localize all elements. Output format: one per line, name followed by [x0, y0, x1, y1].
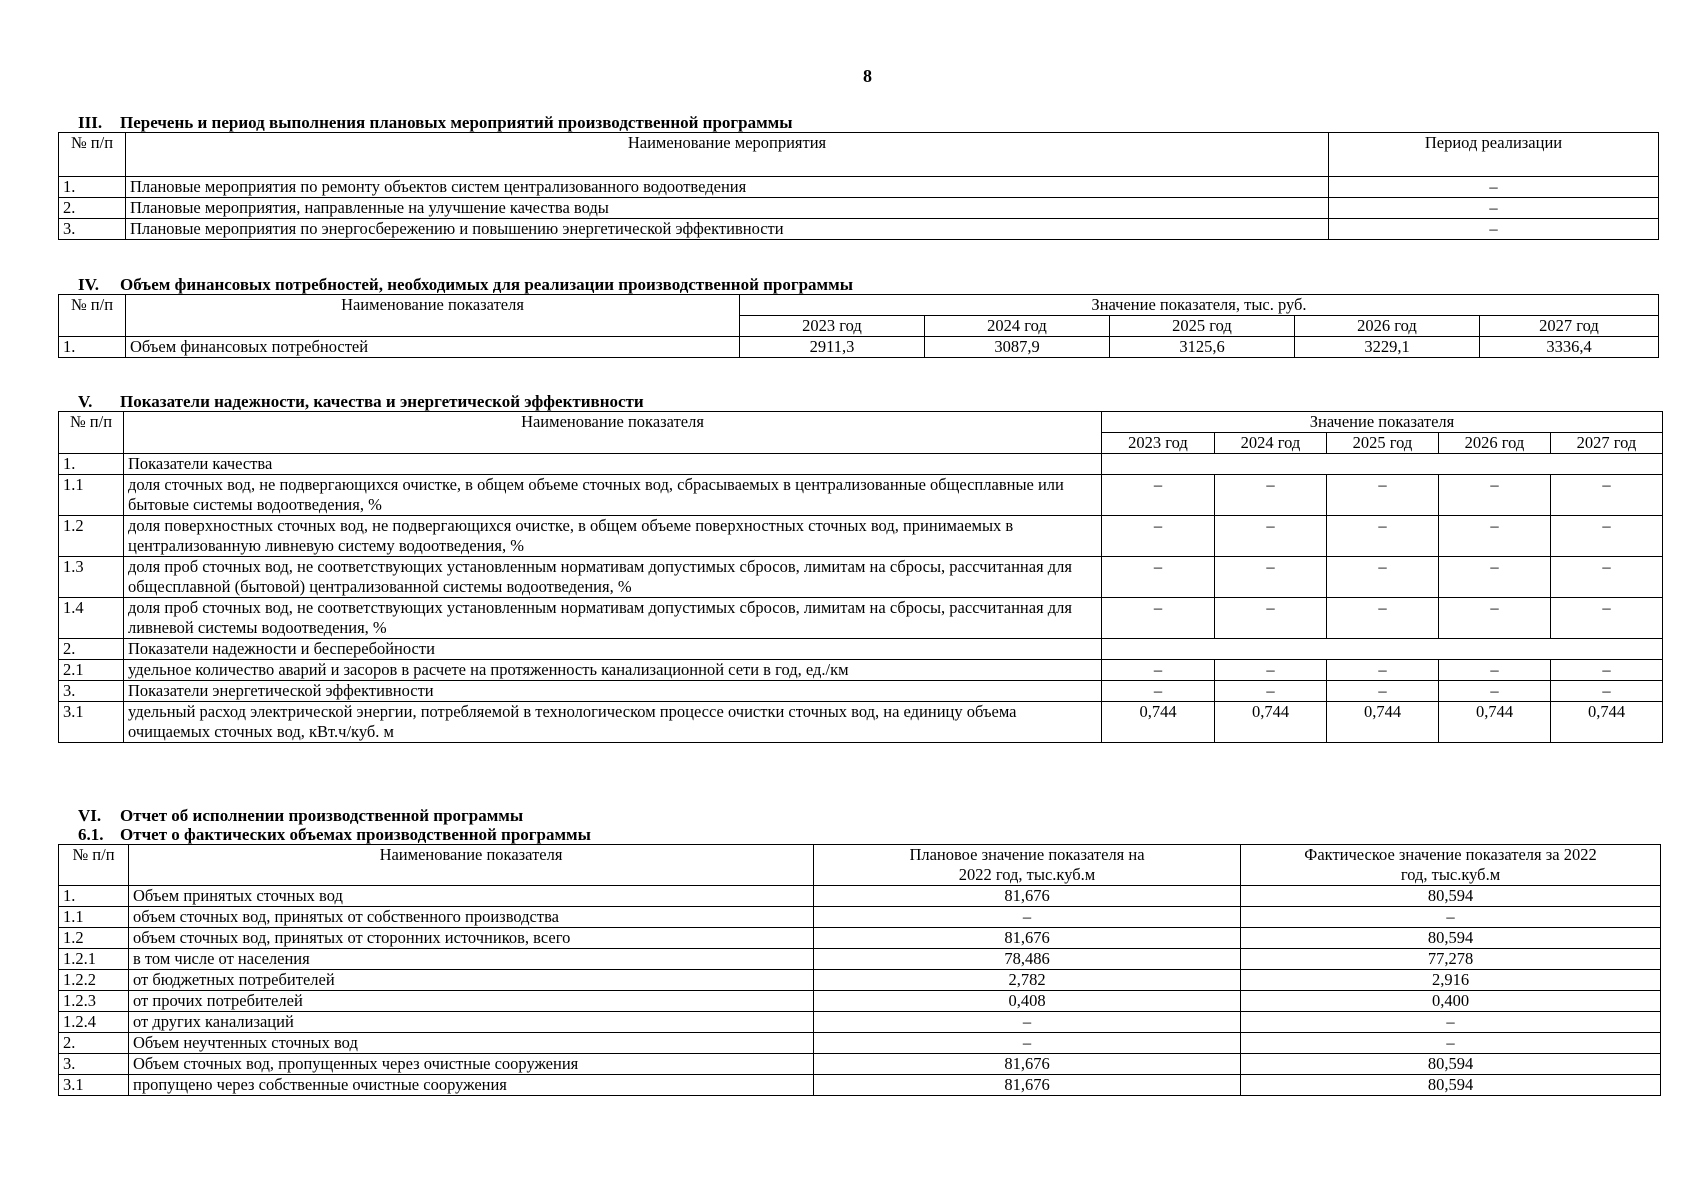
- row-value: –: [1551, 681, 1663, 702]
- row-number: 1.4: [59, 598, 124, 639]
- row-plan-value: 81,676: [814, 928, 1241, 949]
- row-number: 1.2.3: [59, 991, 129, 1012]
- reliability-indicators-table: [58, 411, 1663, 743]
- row-name: Показатели качества: [124, 454, 1102, 475]
- row-name: от прочих потребителей: [129, 991, 814, 1012]
- row-name: доля проб сточных вод, не соответствующих установленным нормативам допустимых сбросов, лимитам на сбросы, рассчитанная для общесплавной (бытовой) централизованной системы водоотведения, %: [124, 557, 1102, 598]
- row-number: 1.: [59, 177, 126, 198]
- empty-value-cell: [1102, 639, 1663, 660]
- year-header: 2023 год: [1102, 433, 1215, 454]
- col-header-period: Период реализации: [1329, 133, 1659, 177]
- row-value: 3125,6: [1110, 337, 1295, 358]
- col-header-measure-name: Наименование мероприятия: [126, 133, 1329, 177]
- row-value: –: [1327, 557, 1439, 598]
- row-period: –: [1329, 219, 1659, 240]
- section-3-title: Перечень и период выполнения плановых мероприятий производственной программы: [120, 113, 793, 132]
- row-value: 3336,4: [1480, 337, 1659, 358]
- row-name: Объем неучтенных сточных вод: [129, 1033, 814, 1054]
- row-plan-value: 78,486: [814, 949, 1241, 970]
- row-name: удельное количество аварий и засоров в расчете на протяженность канализационной сети в год, ед./км: [124, 660, 1102, 681]
- table-row: [59, 928, 1661, 949]
- row-value: –: [1551, 660, 1663, 681]
- section-6-title: Отчет об исполнении производственной программы: [120, 806, 524, 825]
- row-name: в том числе от населения: [129, 949, 814, 970]
- row-value: –: [1102, 516, 1215, 557]
- year-header: 2025 год: [1110, 316, 1295, 337]
- row-value: 3087,9: [925, 337, 1110, 358]
- row-plan-value: 81,676: [814, 1075, 1241, 1096]
- section-6: [58, 806, 1661, 1096]
- year-header: 2023 год: [740, 316, 925, 337]
- row-value: –: [1551, 516, 1663, 557]
- table-row: [59, 639, 1663, 660]
- row-name: удельный расход электрической энергии, потребляемой в технологическом процессе очистки сточных вод, на единицу объема очищаемых сточных вод, кВт.ч/куб. м: [124, 702, 1102, 743]
- section-5: [58, 392, 1663, 743]
- section-6-1-number: 6.1.: [78, 825, 104, 844]
- year-header: 2025 год: [1327, 433, 1439, 454]
- row-number: 3.: [59, 219, 126, 240]
- table-row: [59, 886, 1661, 907]
- empty-value-cell: [1102, 454, 1663, 475]
- row-name: Показатели энергетической эффективности: [124, 681, 1102, 702]
- planned-measures-table: [58, 132, 1659, 240]
- row-number: 2.: [59, 639, 124, 660]
- col-header-indicator: Наименование показателя: [126, 295, 740, 337]
- year-header: 2026 год: [1295, 316, 1480, 337]
- row-value: 2911,3: [740, 337, 925, 358]
- row-plan-value: –: [814, 907, 1241, 928]
- row-value: –: [1327, 598, 1439, 639]
- row-plan-value: 81,676: [814, 1054, 1241, 1075]
- table-row: [59, 660, 1663, 681]
- section-6-heading: [58, 806, 1661, 825]
- section-4-heading: [58, 275, 1659, 294]
- row-period: –: [1329, 177, 1659, 198]
- row-name: Плановые мероприятия, направленные на улучшение качества воды: [126, 198, 1329, 219]
- row-name: от других канализаций: [129, 1012, 814, 1033]
- year-header: 2024 год: [925, 316, 1110, 337]
- row-name: Объем сточных вод, пропущенных через очистные сооружения: [129, 1054, 814, 1075]
- row-number: 2.1: [59, 660, 124, 681]
- financial-needs-table: [58, 294, 1659, 358]
- table-row: [59, 337, 1659, 358]
- row-fact-value: –: [1241, 907, 1661, 928]
- row-name: пропущено через собственные очистные сооружения: [129, 1075, 814, 1096]
- section-5-number: V.: [78, 392, 93, 411]
- col-header-number: № п/п: [59, 295, 126, 337]
- section-3: [58, 113, 1659, 240]
- row-value: 3229,1: [1295, 337, 1480, 358]
- row-name: Показатели надежности и бесперебойности: [124, 639, 1102, 660]
- row-value: –: [1439, 681, 1551, 702]
- table-row: [59, 598, 1663, 639]
- row-value: –: [1551, 557, 1663, 598]
- row-number: 2.: [59, 1033, 129, 1054]
- row-number: 2.: [59, 198, 126, 219]
- section-5-heading: [58, 392, 1663, 411]
- section-3-number: III.: [78, 113, 103, 132]
- row-name: доля поверхностных сточных вод, не подвергающихся очистке, в общем объеме поверхностных сточных вод, принимаемых в централизованную ливневую систему водоотведения, %: [124, 516, 1102, 557]
- row-number: 1.2.2: [59, 970, 129, 991]
- col-header-number: № п/п: [59, 845, 129, 886]
- row-value: 0,744: [1439, 702, 1551, 743]
- section-4-number: IV.: [78, 275, 99, 294]
- col-header-value: Значение показателя, тыс. руб.: [740, 295, 1659, 316]
- col-header-fact: Фактическое значение показателя за 2022 год, тыс.куб.м: [1241, 845, 1661, 886]
- row-value: –: [1102, 557, 1215, 598]
- row-name: доля проб сточных вод, не соответствующих установленным нормативам допустимых сбросов, лимитам на сбросы, рассчитанная для ливневой системы водоотведения, %: [124, 598, 1102, 639]
- section-4: [58, 275, 1659, 358]
- row-number: 1.2.4: [59, 1012, 129, 1033]
- production-report-table: [58, 844, 1661, 1096]
- row-value: –: [1551, 475, 1663, 516]
- row-fact-value: 80,594: [1241, 928, 1661, 949]
- row-plan-value: –: [814, 1012, 1241, 1033]
- table-row: [59, 198, 1659, 219]
- table-row: [59, 970, 1661, 991]
- row-name: Объем принятых сточных вод: [129, 886, 814, 907]
- section-6-1-title: Отчет о фактических объемах производственной программы: [120, 825, 591, 844]
- row-value: –: [1327, 475, 1439, 516]
- col-header-value: Значение показателя: [1102, 412, 1663, 433]
- row-fact-value: 0,400: [1241, 991, 1661, 1012]
- row-number: 3.: [59, 681, 124, 702]
- table-row: [59, 1075, 1661, 1096]
- table-row: [59, 991, 1661, 1012]
- row-value: 0,744: [1551, 702, 1663, 743]
- row-value: 0,744: [1215, 702, 1327, 743]
- section-5-title: Показатели надежности, качества и энергетической эффективности: [120, 392, 644, 411]
- table-row: [59, 219, 1659, 240]
- row-fact-value: 80,594: [1241, 886, 1661, 907]
- row-number: 3.1: [59, 1075, 129, 1096]
- table-row: [59, 516, 1663, 557]
- section-4-title: Объем финансовых потребностей, необходимых для реализации производственной программы: [120, 275, 853, 294]
- table-row: [59, 702, 1663, 743]
- row-name: объем сточных вод, принятых от собственного производства: [129, 907, 814, 928]
- table-row: [59, 557, 1663, 598]
- row-value: –: [1439, 660, 1551, 681]
- row-name: Объем финансовых потребностей: [126, 337, 740, 358]
- row-value: –: [1327, 516, 1439, 557]
- table-row: [59, 475, 1663, 516]
- row-value: –: [1215, 475, 1327, 516]
- row-number: 3.: [59, 1054, 129, 1075]
- row-plan-value: 81,676: [814, 886, 1241, 907]
- table-row: [59, 1012, 1661, 1033]
- col-header-indicator: Наименование показателя: [124, 412, 1102, 454]
- row-value: 0,744: [1102, 702, 1215, 743]
- row-number: 1.: [59, 886, 129, 907]
- row-value: –: [1215, 557, 1327, 598]
- table-row: [59, 907, 1661, 928]
- col-header-indicator: Наименование показателя: [129, 845, 814, 886]
- row-number: 1.2.1: [59, 949, 129, 970]
- row-value: –: [1327, 681, 1439, 702]
- row-value: –: [1102, 681, 1215, 702]
- table-row: [59, 454, 1663, 475]
- year-header: 2026 год: [1439, 433, 1551, 454]
- row-number: 1.: [59, 337, 126, 358]
- section-6-1-heading: [58, 825, 1661, 844]
- row-name: объем сточных вод, принятых от сторонних источников, всего: [129, 928, 814, 949]
- table-row: [59, 1033, 1661, 1054]
- row-period: –: [1329, 198, 1659, 219]
- year-header: 2027 год: [1480, 316, 1659, 337]
- row-number: 3.1: [59, 702, 124, 743]
- row-plan-value: 0,408: [814, 991, 1241, 1012]
- row-fact-value: –: [1241, 1033, 1661, 1054]
- row-number: 1.: [59, 454, 124, 475]
- row-number: 1.1: [59, 907, 129, 928]
- table-row: [59, 949, 1661, 970]
- col-header-number: № п/п: [59, 412, 124, 454]
- year-header: 2027 год: [1551, 433, 1663, 454]
- section-3-heading: [58, 113, 1659, 132]
- row-name: доля сточных вод, не подвергающихся очистке, в общем объеме сточных вод, сбрасываемых в централизованные общесплавные или бытовые системы водоотведения, %: [124, 475, 1102, 516]
- row-number: 1.3: [59, 557, 124, 598]
- row-value: –: [1439, 516, 1551, 557]
- table-row: [59, 177, 1659, 198]
- row-plan-value: –: [814, 1033, 1241, 1054]
- section-6-number: VI.: [78, 806, 102, 825]
- page-number: 8: [863, 66, 872, 86]
- year-header: 2024 год: [1215, 433, 1327, 454]
- row-name: Плановые мероприятия по энергосбережению и повышению энергетической эффективности: [126, 219, 1329, 240]
- table-row: [59, 1054, 1661, 1075]
- row-value: –: [1551, 598, 1663, 639]
- row-plan-value: 2,782: [814, 970, 1241, 991]
- row-value: –: [1439, 557, 1551, 598]
- row-value: –: [1439, 598, 1551, 639]
- col-header-plan: Плановое значение показателя на 2022 год, тыс.куб.м: [814, 845, 1241, 886]
- row-name: Плановые мероприятия по ремонту объектов систем централизованного водоотведения: [126, 177, 1329, 198]
- row-number: 1.2: [59, 928, 129, 949]
- col-header-number: № п/п: [59, 133, 126, 177]
- row-fact-value: 2,916: [1241, 970, 1661, 991]
- row-value: –: [1215, 516, 1327, 557]
- row-value: –: [1327, 660, 1439, 681]
- row-fact-value: 80,594: [1241, 1054, 1661, 1075]
- row-value: –: [1102, 660, 1215, 681]
- row-value: –: [1439, 475, 1551, 516]
- row-value: –: [1215, 660, 1327, 681]
- row-fact-value: 80,594: [1241, 1075, 1661, 1096]
- row-name: от бюджетных потребителей: [129, 970, 814, 991]
- row-value: –: [1102, 598, 1215, 639]
- table-row: [59, 681, 1663, 702]
- row-value: –: [1215, 598, 1327, 639]
- row-value: –: [1215, 681, 1327, 702]
- row-number: 1.1: [59, 475, 124, 516]
- row-number: 1.2: [59, 516, 124, 557]
- row-value: –: [1102, 475, 1215, 516]
- row-fact-value: –: [1241, 1012, 1661, 1033]
- row-value: 0,744: [1327, 702, 1439, 743]
- row-fact-value: 77,278: [1241, 949, 1661, 970]
